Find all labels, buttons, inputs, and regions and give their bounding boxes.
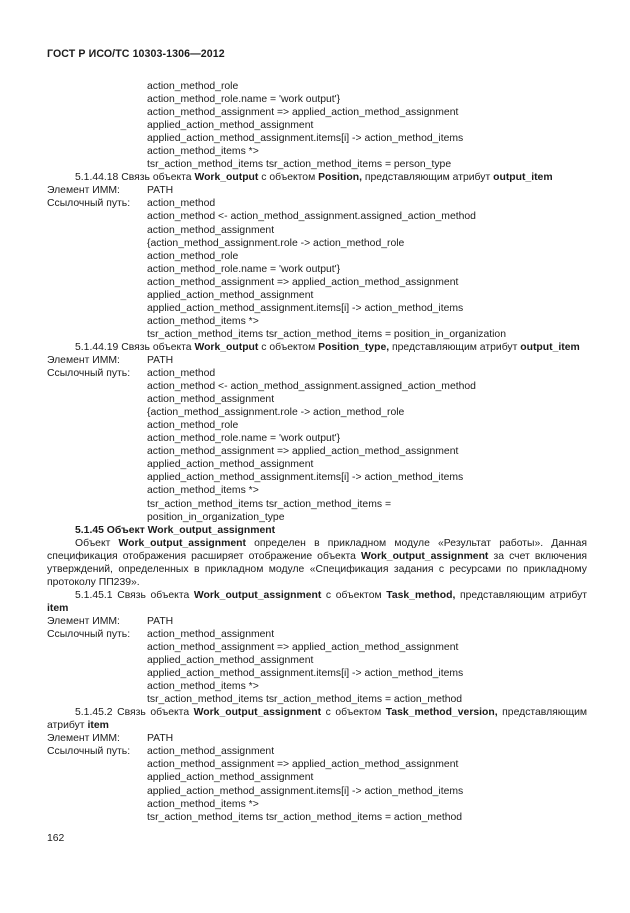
code-line: applied_action_method_assignment.items[i] -> action_method_items	[147, 785, 464, 797]
code-line: tsr_action_method_items tsr_action_method_items = position_in_organization	[147, 328, 506, 340]
code-block-0	[47, 80, 587, 171]
code-block-451	[47, 641, 587, 706]
element-label-row: Элемент ИММ: PATH	[47, 615, 174, 627]
section-5-1-45-2: 5.1.45.2 Связь объекта Work_output_assignment с объектом Task_method_version, представляющим атрибут item	[47, 707, 588, 732]
code-line: applied_action_method_assignment	[147, 772, 314, 784]
code-line: applied_action_method_assignment	[147, 655, 314, 667]
code-line: position_in_organization_type	[147, 511, 285, 523]
code-line: action_method_assignment => applied_action_method_assignment	[147, 107, 459, 119]
code-line: action_method_items *>	[147, 681, 259, 693]
code-block-18	[47, 210, 587, 340]
code-line: applied_action_method_assignment.items[i] -> action_method_items	[147, 302, 464, 314]
path-label-row: Ссылочный путь: action_method	[47, 198, 216, 210]
code-line: action_method <- action_method_assignment.assigned_action_method	[147, 381, 476, 393]
code-line: action_method <- action_method_assignment.assigned_action_method	[147, 211, 476, 223]
code-line: action_method_assignment => applied_action_method_assignment	[147, 276, 459, 288]
code-line: tsr_action_method_items tsr_action_method_items = action_method	[147, 694, 463, 706]
code-line: action_method_role.name = 'work output'}	[147, 94, 341, 106]
path-label-row: Ссылочный путь: action_method	[47, 368, 216, 380]
code-line: applied_action_method_assignment.items[i] -> action_method_items	[147, 133, 464, 145]
document-header: ГОСТ Р ИСО/ТС 10303-1306—2012	[47, 48, 225, 60]
code-line: tsr_action_method_items tsr_action_method_items =	[147, 498, 392, 510]
code-line: action_method_role	[147, 81, 239, 92]
code-line: action_method_role.name = 'work output'}	[147, 263, 341, 275]
code-line: action_method_role	[147, 250, 239, 262]
code-line: action_method_items *>	[147, 315, 259, 327]
code-block-452	[47, 758, 587, 823]
element-label-row: Элемент ИММ: PATH	[47, 185, 174, 197]
code-line: applied_action_method_assignment	[147, 289, 314, 301]
code-line: applied_action_method_assignment.items[i] -> action_method_items	[147, 668, 464, 680]
path-label-row: Ссылочный путь: action_method_assignment	[47, 746, 275, 758]
code-line: action_method_items *>	[147, 146, 259, 158]
section-5-1-44-19: 5.1.44.19 Связь объекта Work_output с объектом Position_type, представляющим атрибут output_item	[75, 341, 580, 353]
code-line: action_method_items *>	[147, 485, 259, 497]
code-line: action_method_items *>	[147, 798, 259, 810]
code-line: applied_action_method_assignment	[147, 459, 314, 471]
section-5-1-45-paragraph: Объект Work_output_assignment определен в прикладном модуле «Результат работы». Данная спецификация отображения расширяет отображение объекта Work_output_assignment за счет включения утверждений, определенных в прикладном модуле «Спецификация задания с ресурсами по прикладному протоколу ПП239».	[47, 537, 588, 588]
code-line: applied_action_method_assignment.items[i] -> action_method_items	[147, 472, 464, 484]
code-line: tsr_action_method_items tsr_action_method_items = person_type	[147, 159, 452, 171]
code-line: applied_action_method_assignment	[147, 120, 314, 132]
page-number: 162	[47, 833, 65, 844]
code-line: action_method_role	[147, 420, 239, 432]
code-line: action_method_assignment	[147, 394, 275, 406]
code-line: action_method_role.name = 'work output'}	[147, 433, 341, 445]
code-line: {action_method_assignment.role -> action_method_role	[147, 237, 405, 249]
code-line: {action_method_assignment.role -> action_method_role	[147, 407, 405, 419]
code-line: action_method_assignment => applied_action_method_assignment	[147, 759, 459, 771]
section-5-1-45-1: 5.1.45.1 Связь объекта Work_output_assignment с объектом Task_method, представляющим атрибут item	[47, 589, 588, 614]
element-label-row: Элемент ИММ: PATH	[47, 733, 174, 745]
section-5-1-44-18: 5.1.44.18 Связь объекта Work_output с объектом Position, представляющим атрибут output_item	[75, 172, 553, 184]
document-body	[47, 80, 587, 824]
path-label-row: Ссылочный путь: action_method_assignment	[47, 628, 275, 640]
code-block-19	[47, 380, 587, 524]
code-line: tsr_action_method_items tsr_action_method_items = action_method	[147, 811, 463, 823]
element-label-row: Элемент ИММ: PATH	[47, 354, 174, 366]
code-line: action_method_assignment => applied_action_method_assignment	[147, 446, 459, 458]
code-line: action_method_assignment	[147, 224, 275, 236]
code-line: action_method_assignment => applied_action_method_assignment	[147, 642, 459, 654]
section-5-1-45-heading: 5.1.45 Объект Work_output_assignment	[75, 524, 276, 536]
